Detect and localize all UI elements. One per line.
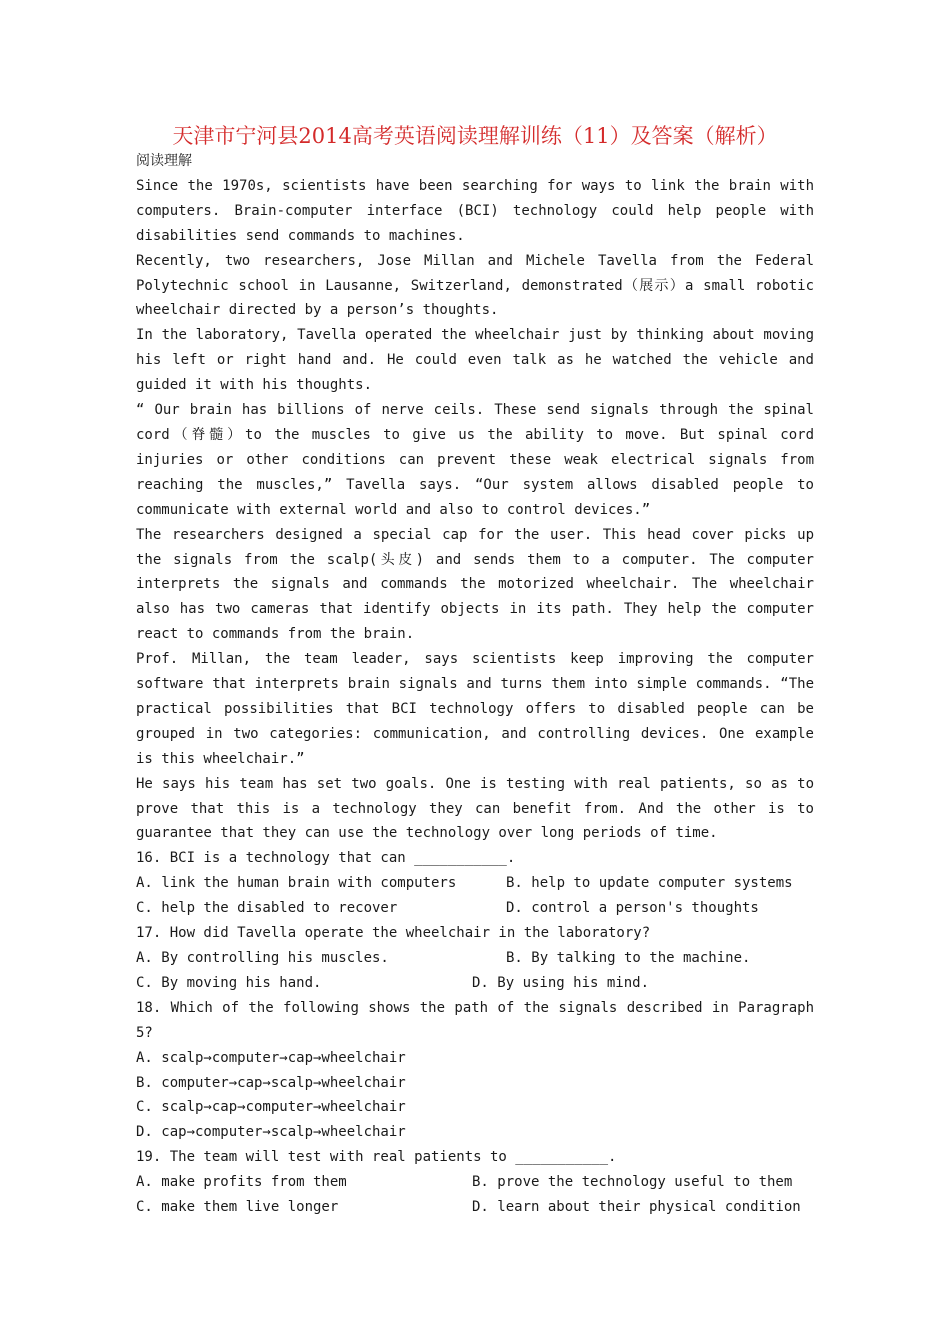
question-stem: 17. How did Tavella operate the wheelchair in the laboratory? bbox=[136, 925, 651, 942]
option-c: C. help the disabled to recover bbox=[136, 900, 398, 917]
option-row bbox=[136, 971, 814, 996]
paragraph-5: The researchers designed a special cap for the user. This head cover picks up the signals from the scalp(头皮) and sends them to a computer. The computer interprets the signals and commands the motorized wheelchair. The wheelchair also has two cameras that identify objects in its path. They help the computer react to commands from the brain. bbox=[136, 526, 814, 643]
option-a: A. link the human brain with computers bbox=[136, 875, 457, 892]
option-row bbox=[136, 946, 814, 971]
option-b: B. computer→cap→scalp→wheelchair bbox=[136, 1074, 406, 1091]
question-16 bbox=[136, 846, 814, 921]
paragraph-6: Prof. Millan, the team leader, says scientists keep improving the computer software that interprets brain signals and turns them into simple commands. “The practical possibilities that BCI technology offers to disabled people can be grouped in two categories: communication, and controlling devices. One example is this wheelchair.” bbox=[136, 651, 814, 767]
document-title: 天津市宁河县2014高考英语阅读理解训练（11）及答案（解析） bbox=[172, 124, 778, 148]
paragraph-3: In the laboratory, Tavella operated the wheelchair just by thinking about moving his left or right hand and. He could even talk as he watched the vehicle and guided it with his thoughts. bbox=[136, 327, 814, 394]
paragraph-4: “ Our brain has billions of nerve ceils. These send signals through the spinal cord（脊髓）to the muscles to give us the ability to move. But spinal cord injuries or other conditions can prevent these weak electrical signals from reaching the muscles,” Tavella says. “Our system allows disabled people to communicate with external world and also to control devices.” bbox=[136, 402, 814, 518]
option-row bbox=[136, 1170, 814, 1195]
paragraph-2: Recently, two researchers, Jose Millan and Michele Tavella from the Federal Polytechnic school in Lausanne, Switzerland, demonstrated（展示）a small robotic wheelchair directed by a person’s thoughts. bbox=[136, 252, 814, 319]
option-d: D. control a person's thoughts bbox=[506, 900, 759, 917]
option-d: D. cap→computer→scalp→wheelchair bbox=[136, 1124, 406, 1141]
option-d: D. By using his mind. bbox=[472, 974, 650, 991]
option-c: C. make them live longer bbox=[136, 1199, 339, 1216]
option-c: C. scalp→cap→computer→wheelchair bbox=[136, 1099, 406, 1116]
option-d: D. learn about their physical condition bbox=[472, 1199, 801, 1216]
option-row bbox=[136, 871, 814, 896]
question-19 bbox=[136, 1145, 814, 1220]
section-label: 阅读理解 bbox=[136, 153, 192, 169]
document-body bbox=[136, 149, 814, 1220]
question-stem: 18. Which of the following shows the path of the signals described in Paragraph 5? bbox=[136, 999, 814, 1041]
paragraph-1: Since the 1970s, scientists have been searching for ways to link the brain with computers. Brain-computer interface (BCI) technology could help people with disabilities send commands to machines. bbox=[136, 177, 814, 244]
paragraph-7: He says his team has set two goals. One is testing with real patients, so as to prove that this is a technology they can benefit from. And the other is to guarantee that they can use the technology over long periods of time. bbox=[136, 775, 814, 842]
question-stem: 16. BCI is a technology that can ___________. bbox=[136, 850, 516, 867]
option-row bbox=[136, 896, 814, 921]
option-a: A. scalp→computer→cap→wheelchair bbox=[136, 1049, 406, 1066]
option-c: C. By moving his hand. bbox=[136, 974, 322, 991]
option-b: B. help to update computer systems bbox=[506, 875, 793, 892]
question-18 bbox=[136, 996, 814, 1145]
option-a: A. By controlling his muscles. bbox=[136, 950, 389, 966]
question-17 bbox=[136, 921, 814, 996]
option-b: B. prove the technology useful to them bbox=[472, 1174, 793, 1191]
option-row bbox=[136, 1195, 814, 1220]
option-b: B. By talking to the machine. bbox=[506, 950, 751, 966]
option-a: A. make profits from them bbox=[136, 1174, 347, 1191]
question-stem: 19. The team will test with real patients to ___________. bbox=[136, 1149, 617, 1166]
